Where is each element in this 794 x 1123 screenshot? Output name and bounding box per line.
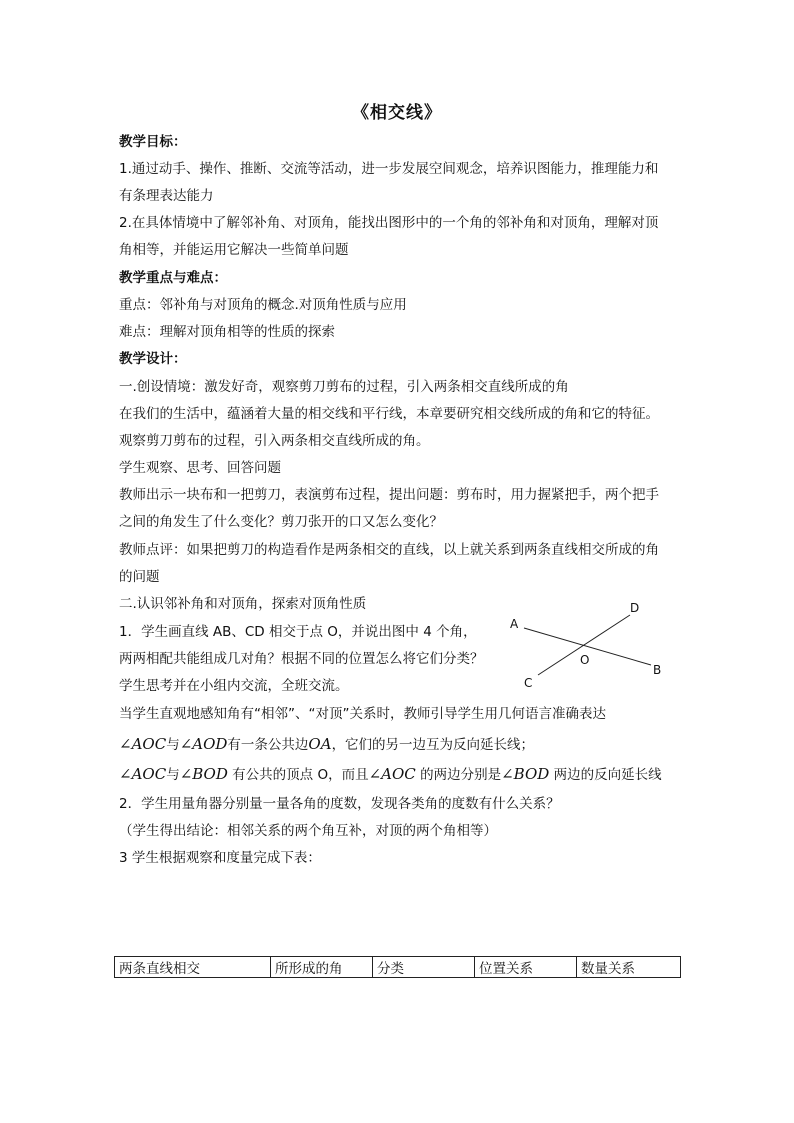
label-a: A <box>510 617 519 631</box>
paragraph-1-line-2: 观察剪刀剪布的过程，引入两条相交直线所成的角。 <box>119 433 430 449</box>
paragraph-1-line-1: 在我们的生活中，蕴涵着大量的相交线和平行线，本章要研究相交线所成的角和它的特征。 <box>119 406 659 422</box>
paragraph-3-line-2: 之间的角发生了什么变化？剪刀张开的口又怎么变化？ <box>119 514 443 530</box>
text-two-sides: 的两边分别是 <box>415 767 502 783</box>
text-reverse-extension: ，它们的另一边互为反向延长线； <box>331 737 535 753</box>
angle-aoc: ∠AOC <box>368 765 416 783</box>
objective-2-line-2: 角相等，并能运用它解决一些简单问题 <box>119 242 349 258</box>
step-4: 3 学生根据观察和度量完成下表： <box>119 850 321 866</box>
angle-bod: ∠BOD <box>179 765 228 783</box>
label-d: D <box>630 601 640 615</box>
label-o: O <box>580 653 590 667</box>
label-c: C <box>524 676 533 690</box>
objective-2-line-1: 2.在具体情境中了解邻补角、对顶角，能找出图形中的一个角的邻补角和对顶角，理解对顶 <box>119 215 659 231</box>
text-common-vertex: 有公共的顶点 O，而且 <box>227 767 369 783</box>
step-2-intro: 当学生直观地感知角有“相邻”、“对顶”关系时，教师引导学生用几何语言准确表达 <box>119 706 606 722</box>
text-and: 与 <box>166 737 180 753</box>
angle-aod: ∠AOD <box>179 735 228 753</box>
design-heading: 教学设计： <box>119 351 187 367</box>
angle-table <box>114 956 681 978</box>
angle-bod: ∠BOD <box>501 765 550 783</box>
document-title: 《相交线》 <box>352 103 442 123</box>
table-header-cell: 两条直线相交 <box>115 957 271 978</box>
paragraph-4-line-1: 教师点评：如果把剪刀的构造看作是两条相交的直线，以上就关系到两条直线相交所成的角 <box>119 542 659 558</box>
label-b: B <box>653 663 662 677</box>
text-common-side: 有一条公共边 <box>227 737 309 753</box>
table-header-row <box>115 957 681 978</box>
part-1-title: 一.创设情境：激发好奇，观察剪刀剪布的过程，引入两条相交直线所成的角 <box>119 379 569 395</box>
ray-oa: OA <box>308 735 332 753</box>
objectives-heading: 教学目标： <box>119 134 187 150</box>
step-1-line-2: 两两相配共能组成几对角？根据不同的位置怎么将它们分类？ <box>119 651 484 667</box>
part-2-title: 二.认识邻补角和对顶角，探索对顶角性质 <box>119 596 367 612</box>
intersecting-lines-diagram <box>500 598 680 694</box>
key-points-heading: 教学重点与难点： <box>119 270 227 286</box>
objective-1-line-1: 1.通过动手、操作、推断、交流等活动，进一步发展空间观念，培养识图能力，推理能力和 <box>119 161 659 177</box>
objective-1-line-2: 有条理表达能力 <box>119 188 214 204</box>
paragraph-3-line-1: 教师出示一块布和一把剪刀，表演剪布过程，提出问题：剪布时，用力握紧把手，两个把手 <box>119 487 659 503</box>
math-statement-1 <box>119 733 534 756</box>
text-and: 与 <box>166 767 180 783</box>
table-header-cell: 所形成的角 <box>271 957 373 978</box>
paragraph-2: 学生观察、思考、回答问题 <box>119 460 281 476</box>
step-1-line-1: 1．学生画直线 AB、CD 相交于点 O，并说出图中 4 个角， <box>119 624 477 640</box>
difficult-point: 难点：理解对顶角相等的性质的探索 <box>119 324 335 340</box>
step-3: 2．学生用量角器分别量一量各角的度数，发现各类角的度数有什么关系？ <box>119 796 560 812</box>
table-header-cell: 分类 <box>373 957 475 978</box>
math-statement-2 <box>119 763 662 786</box>
angle-aoc: ∠AOC <box>119 735 167 753</box>
table-header-cell: 位置关系 <box>475 957 577 978</box>
step-3-note: （学生得出结论：相邻关系的两个角互补，对顶的两个角相等） <box>119 823 497 839</box>
table-header-cell: 数量关系 <box>577 957 681 978</box>
paragraph-4-line-2: 的问题 <box>119 569 160 585</box>
text-reverse-extensions: 两边的反向延长线 <box>549 767 662 783</box>
step-1-line-3: 学生思考并在小组内交流，全班交流。 <box>119 678 349 694</box>
key-point: 重点：邻补角与对顶角的概念.对顶角性质与应用 <box>119 297 407 313</box>
angle-aoc: ∠AOC <box>119 765 167 783</box>
